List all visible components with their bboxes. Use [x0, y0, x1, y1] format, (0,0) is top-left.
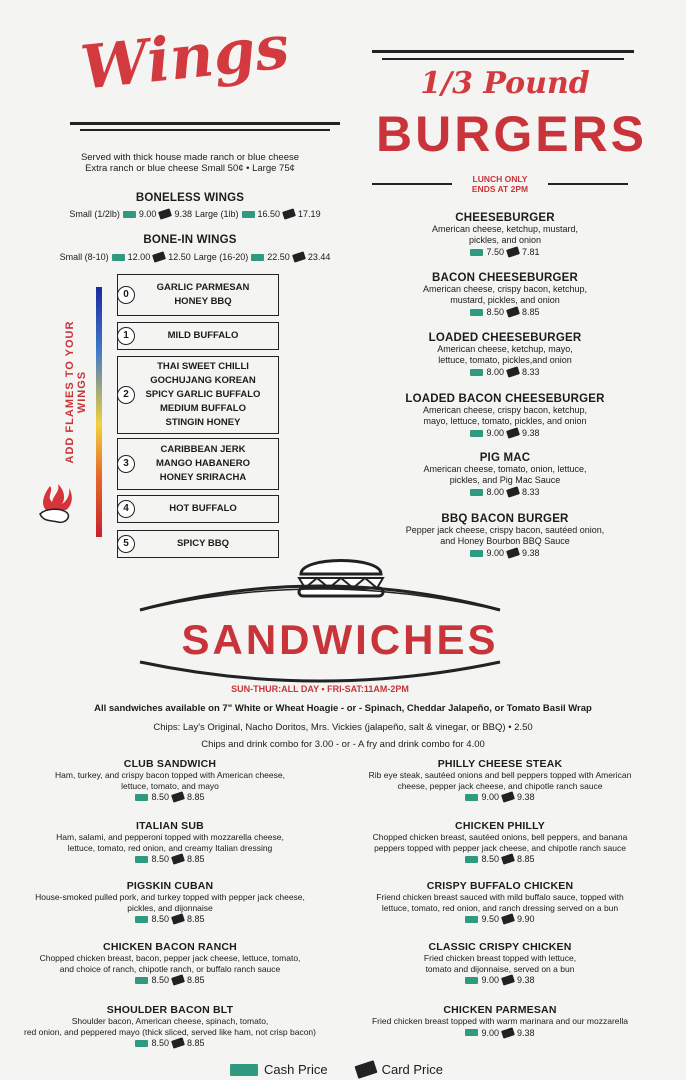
- divider: [372, 183, 452, 185]
- desc-line: mustard, pickles, and onion: [450, 295, 560, 305]
- wings-intro: [40, 152, 340, 174]
- desc-line: lettuce, tomato, red onion, and ranch dressing served on a bun: [381, 902, 619, 913]
- cash-icon: [242, 211, 255, 218]
- burger-desc: [380, 525, 630, 547]
- cash-icon: [135, 856, 148, 863]
- flavor-name: THAI SWEET CHILLI: [157, 361, 249, 372]
- price-row: [340, 854, 660, 864]
- price-row: [380, 367, 630, 377]
- sandwich-desc: [340, 953, 660, 974]
- cash-price: 9.00: [486, 548, 504, 558]
- burger-item: [380, 513, 630, 558]
- card-price: 8.85: [187, 975, 205, 985]
- cash-icon: [135, 794, 148, 801]
- card-icon: [152, 251, 166, 262]
- sandwich-name: CRISPY BUFFALO CHICKEN: [426, 880, 574, 892]
- card-icon: [159, 208, 173, 219]
- sandwich-desc: [340, 770, 660, 791]
- flame-flavor-list: [118, 531, 278, 551]
- desc-line: Fried chicken breast topped with lettuce,: [423, 953, 577, 963]
- desc-line: peppers topped with pepper jack cheese, and chipotle ranch sauce: [374, 842, 626, 853]
- flame-flavor-list: [118, 323, 278, 343]
- desc-line: American cheese, tomato, onion, lettuce,: [423, 464, 587, 474]
- card-price: 8.85: [187, 792, 205, 802]
- sandwich-desc: [340, 1016, 660, 1027]
- cash-price: 9.00: [138, 209, 157, 219]
- card-icon: [506, 486, 520, 497]
- wings-intro-line: Served with thick house made ranch or blue cheese: [80, 152, 300, 163]
- burger-name: LOADED CHEESEBURGER: [428, 332, 582, 344]
- price-row: [10, 914, 330, 924]
- card-price: 9.38: [522, 548, 540, 558]
- sandwich-desc: [10, 832, 330, 853]
- price-row: [380, 247, 630, 257]
- cash-icon: [230, 1064, 258, 1076]
- sandwich-bread-options: All sandwiches available on 7" White or Wheat Hoagie - or - Spinach, Cheddar Jalapeño, or Tomato Basil Wrap: [94, 703, 592, 714]
- price-row: [380, 487, 630, 497]
- flame-level-box: [117, 495, 279, 523]
- desc-line: pickles, and Pig Mac Sauce: [449, 475, 561, 485]
- flame-level-box: [117, 274, 279, 316]
- cash-price: 12.00: [127, 252, 151, 262]
- card-icon: [506, 246, 520, 257]
- desc-line: Pepper jack cheese, crispy bacon, sautéed onion,: [405, 525, 605, 535]
- cash-price: 8.50: [486, 307, 504, 317]
- flame-level-box: [117, 530, 279, 558]
- burger-desc: [380, 405, 630, 427]
- desc-line: Chopped chicken breast, bacon, pepper jack cheese, lettuce, tomato,: [39, 953, 301, 963]
- price-row: [340, 914, 660, 924]
- burger-name: LOADED BACON CHEESEBURGER: [405, 393, 605, 405]
- card-icon: [171, 853, 185, 864]
- flame-level-box: [117, 356, 279, 434]
- burger-item: [380, 393, 630, 438]
- burger-desc: [380, 284, 630, 306]
- wings-heading: Wings: [77, 12, 293, 104]
- burger-name: BBQ BACON BURGER: [441, 513, 569, 525]
- wings-intro-line: Extra ranch or blue cheese Small 50¢ • Large 75¢: [85, 163, 295, 174]
- cash-price: 16.50: [257, 209, 281, 219]
- lunch-note: [455, 174, 545, 194]
- flavor-name: MILD BUFFALO: [167, 330, 239, 341]
- card-icon: [171, 913, 185, 924]
- cash-icon: [470, 249, 483, 256]
- card-icon: [501, 913, 515, 924]
- cash-icon: [465, 977, 478, 984]
- price-row: [10, 854, 330, 864]
- desc-line: cheese, pepper jack cheese, and chipotle ranch sauce: [397, 780, 603, 791]
- desc-line: lettuce, tomato, and mayo: [121, 780, 219, 791]
- sandwich-item: [10, 880, 330, 924]
- desc-line: Rib eye steak, sautéed onions and bell peppers topped with American: [368, 770, 632, 780]
- flavor-name: STINGIN HONEY: [165, 417, 241, 428]
- sandwich-desc: [10, 1016, 330, 1037]
- sandwich-item: [340, 941, 660, 985]
- flame-flavor-list: [118, 275, 278, 309]
- cash-icon: [470, 489, 483, 496]
- desc-line: pickles, and onion: [468, 235, 542, 245]
- desc-line: Ham, turkey, and crispy bacon topped with American cheese,: [55, 770, 285, 780]
- flavor-name: GOCHUJANG KOREAN: [150, 375, 256, 386]
- desc-line: and choice of ranch, chipotle ranch, or buffalo ranch sauce: [59, 963, 281, 974]
- flame-flavor-list: [118, 357, 278, 430]
- sandwiches-heading: SANDWICHES: [181, 616, 499, 663]
- card-icon: [501, 853, 515, 864]
- card-price: 8.85: [187, 1038, 205, 1048]
- bonein-title: BONE-IN WINGS: [143, 234, 237, 246]
- flavor-name: HONEY BBQ: [174, 296, 232, 307]
- lunch-only-text: LUNCH ONLY: [472, 174, 528, 184]
- sandwich-item: [10, 820, 330, 864]
- flames-label-wrap: [64, 298, 88, 478]
- bonein-prices: [30, 252, 360, 262]
- flavor-name: CARIBBEAN JERK: [160, 444, 246, 455]
- sandwich-item: [10, 941, 330, 985]
- flame-level-number: 4: [117, 500, 135, 518]
- desc-line: mayo, lettuce, tomato, pickles, and onion: [423, 416, 587, 426]
- sandwiches-arc-lines: [130, 572, 510, 612]
- burger-desc: [380, 344, 630, 366]
- card-price: 8.85: [517, 854, 535, 864]
- divider: [382, 58, 624, 60]
- cash-icon: [465, 794, 478, 801]
- sandwich-desc: [10, 953, 330, 974]
- cash-price: 8.50: [151, 914, 169, 924]
- flavor-name: SPICY GARLIC BUFFALO: [145, 389, 261, 400]
- sandwich-item: [10, 758, 330, 802]
- sandwich-desc: [340, 832, 660, 853]
- card-price: 23.44: [307, 252, 331, 262]
- divider: [372, 50, 634, 53]
- sandwich-item: [340, 880, 660, 924]
- sandwich-name: PIGSKIN CUBAN: [126, 880, 214, 892]
- burger-name: PIG MAC: [479, 452, 531, 464]
- sandwich-name: CLASSIC CRISPY CHICKEN: [428, 941, 572, 953]
- card-icon: [506, 547, 520, 558]
- flame-level-box: [117, 438, 279, 490]
- price-legend: [230, 1062, 443, 1077]
- desc-line: American cheese, crispy bacon, ketchup,: [422, 284, 588, 294]
- card-icon: [282, 208, 296, 219]
- size-label: Small (8-10): [59, 252, 109, 262]
- cash-price: 8.50: [151, 975, 169, 985]
- price-row: [340, 1028, 660, 1038]
- cash-price: 8.50: [151, 854, 169, 864]
- burger-item: [380, 272, 630, 317]
- cash-price: 8.50: [481, 854, 499, 864]
- flavor-name: MEDIUM BUFFALO: [159, 403, 247, 414]
- flame-flavor-list: [118, 496, 278, 516]
- sandwich-desc: [10, 770, 330, 791]
- cash-price: 22.50: [267, 252, 290, 262]
- desc-line: House-smoked pulled pork, and turkey topped with pepper jack cheese,: [35, 892, 305, 902]
- legend-card-label: Card Price: [381, 1062, 443, 1077]
- card-price: 9.38: [174, 209, 192, 219]
- burger-desc: [380, 464, 630, 486]
- card-icon: [171, 791, 185, 802]
- cash-icon: [470, 550, 483, 557]
- sandwich-name: CLUB SANDWICH: [123, 758, 217, 770]
- cash-icon: [470, 430, 483, 437]
- cash-price: 8.50: [151, 1038, 169, 1048]
- desc-line: tomato and dijonnaise, served on a bun: [425, 963, 575, 974]
- card-icon: [501, 1027, 515, 1038]
- boneless-prices: [40, 209, 350, 219]
- desc-line: lettuce, tomato, red onion, and creamy Italian dressing: [67, 842, 273, 853]
- burgers-subheading: 1/3 Pound: [420, 66, 590, 101]
- card-price: 7.81: [522, 247, 540, 257]
- card-icon: [506, 366, 520, 377]
- card-icon: [354, 1060, 377, 1079]
- flame-level-number: 0: [117, 286, 135, 304]
- desc-line: pickles, and dijonnaise: [127, 902, 213, 913]
- desc-line: American cheese, ketchup, mustard,: [431, 224, 579, 234]
- flavor-name: MANGO HABANERO: [156, 458, 250, 469]
- cash-icon: [123, 211, 136, 218]
- price-row: [380, 428, 630, 438]
- desc-line: Shoulder bacon, American cheese, spinach, tomato,: [71, 1016, 269, 1026]
- card-icon: [501, 974, 515, 985]
- cash-price: 9.00: [481, 792, 499, 802]
- card-price: 9.38: [522, 428, 540, 438]
- cash-price: 9.00: [481, 1027, 499, 1038]
- cash-icon: [470, 369, 483, 376]
- desc-line: and Honey Bourbon BBQ Sauce: [440, 536, 570, 546]
- cash-price: 8.50: [151, 792, 169, 802]
- combo-options: Chips and drink combo for 3.00 - or - A fry and drink combo for 4.00: [201, 739, 485, 750]
- size-label: Large (16-20): [193, 252, 249, 262]
- desc-line: Chopped chicken breast, sautéed onions, bell peppers, and banana: [372, 832, 628, 842]
- card-price: 8.33: [522, 367, 540, 377]
- card-icon: [292, 251, 306, 262]
- burgers-heading: BURGERS: [376, 106, 648, 162]
- desc-line: American cheese, ketchup, mayo,: [437, 344, 573, 354]
- cash-icon: [251, 254, 264, 261]
- divider: [80, 129, 330, 131]
- sandwich-item: [10, 1004, 330, 1048]
- sandwich-name: CHICKEN PARMESAN: [443, 1004, 557, 1016]
- desc-line: lettuce, tomato, pickles,and onion: [438, 355, 572, 365]
- size-label: Small (1/2lb): [69, 209, 120, 219]
- heat-gradient-bar: [96, 287, 102, 537]
- cash-icon: [465, 1029, 478, 1036]
- price-row: [10, 1038, 330, 1048]
- burger-name: CHEESEBURGER: [455, 212, 555, 224]
- sandwich-name: CHICKEN PHILLY: [455, 820, 545, 832]
- price-row: [10, 975, 330, 985]
- price-row: [340, 975, 660, 985]
- flaming-wing-icon: [36, 478, 80, 528]
- boneless-title: BONELESS WINGS: [135, 192, 245, 204]
- card-price: 8.33: [522, 487, 540, 497]
- burger-name: BACON CHEESEBURGER: [431, 272, 579, 284]
- flame-level-number: 5: [117, 535, 135, 553]
- cash-price: 9.00: [486, 428, 504, 438]
- cash-price: 7.50: [486, 247, 504, 257]
- flavor-name: SPICY BBQ: [176, 538, 230, 549]
- sandwich-desc: [340, 892, 660, 913]
- desc-line: Fried chicken breast topped with warm marinara and our mozzarella: [371, 1016, 629, 1026]
- cash-icon: [135, 977, 148, 984]
- cash-icon: [112, 254, 125, 261]
- card-icon: [506, 306, 520, 317]
- lunch-ends-text: ENDS AT 2PM: [471, 184, 529, 194]
- burger-item: [380, 212, 630, 257]
- cash-icon: [135, 916, 148, 923]
- cash-price: 9.00: [481, 975, 499, 985]
- cash-price: 8.00: [486, 367, 504, 377]
- legend-cash-label: Cash Price: [264, 1062, 328, 1077]
- card-price: 8.85: [187, 854, 205, 864]
- price-row: [10, 792, 330, 802]
- flame-level-number: 3: [117, 455, 135, 473]
- price-row: [380, 307, 630, 317]
- price-row: [340, 792, 660, 802]
- sandwich-item: [340, 1004, 660, 1038]
- card-icon: [501, 791, 515, 802]
- divider: [548, 183, 628, 185]
- flame-level-number: 1: [117, 327, 135, 345]
- flavor-name: GARLIC PARMESAN: [156, 282, 250, 293]
- card-price: 8.85: [522, 307, 540, 317]
- burger-item: [380, 452, 630, 497]
- card-icon: [171, 1037, 185, 1048]
- desc-line: Ham, salami, and pepperoni topped with mozzarella cheese,: [56, 832, 284, 842]
- flavor-name: HONEY SRIRACHA: [159, 472, 247, 483]
- card-price: 9.90: [517, 914, 535, 924]
- cash-icon: [465, 916, 478, 923]
- card-icon: [506, 427, 520, 438]
- flame-flavor-list: [118, 439, 278, 485]
- card-price: 9.38: [517, 792, 535, 802]
- card-price: 9.38: [517, 975, 535, 985]
- cash-price: 9.50: [481, 914, 499, 924]
- card-price: 9.38: [517, 1027, 535, 1038]
- cash-icon: [465, 856, 478, 863]
- flavor-name: HOT BUFFALO: [169, 503, 237, 514]
- chips-options: Chips: Lay's Original, Nacho Doritos, Mrs. Vickies (jalapeño, salt & vinegar, or BBQ) • 2.50: [153, 722, 533, 733]
- size-label: Large (1lb): [194, 209, 239, 219]
- sandwich-name: CHICKEN BACON RANCH: [103, 941, 237, 953]
- sandwich-hours: SUN-THUR:ALL DAY • FRI-SAT:11AM-2PM: [231, 684, 409, 694]
- sandwich-desc: [10, 892, 330, 913]
- desc-line: American cheese, crispy bacon, ketchup,: [422, 405, 588, 415]
- card-price: 12.50: [168, 252, 191, 262]
- flames-label: ADD FLAMES TO YOUR WINGS: [64, 320, 88, 464]
- desc-line: red onion, and peppered mayo (thick sliced, served like ham, not crisp bacon): [24, 1026, 316, 1037]
- card-icon: [171, 974, 185, 985]
- cash-icon: [470, 309, 483, 316]
- burger-item: [380, 332, 630, 377]
- card-price: 17.19: [298, 209, 321, 219]
- flame-level-box: [117, 322, 279, 350]
- sandwich-item: [340, 820, 660, 864]
- burger-desc: [380, 224, 630, 246]
- desc-line: Friend chicken breast sauced with mild buffalo sauce, topped with: [376, 892, 624, 902]
- price-row: [380, 548, 630, 558]
- cash-icon: [135, 1040, 148, 1047]
- divider: [70, 122, 340, 125]
- flame-level-number: 2: [117, 386, 135, 404]
- sandwich-item: [340, 758, 660, 802]
- cash-price: 8.00: [486, 487, 504, 497]
- sandwich-name: SHOULDER BACON BLT: [106, 1004, 234, 1016]
- sandwich-name: ITALIAN SUB: [136, 820, 204, 832]
- sandwich-name: PHILLY CHEESE STEAK: [437, 758, 563, 770]
- card-price: 8.85: [187, 914, 205, 924]
